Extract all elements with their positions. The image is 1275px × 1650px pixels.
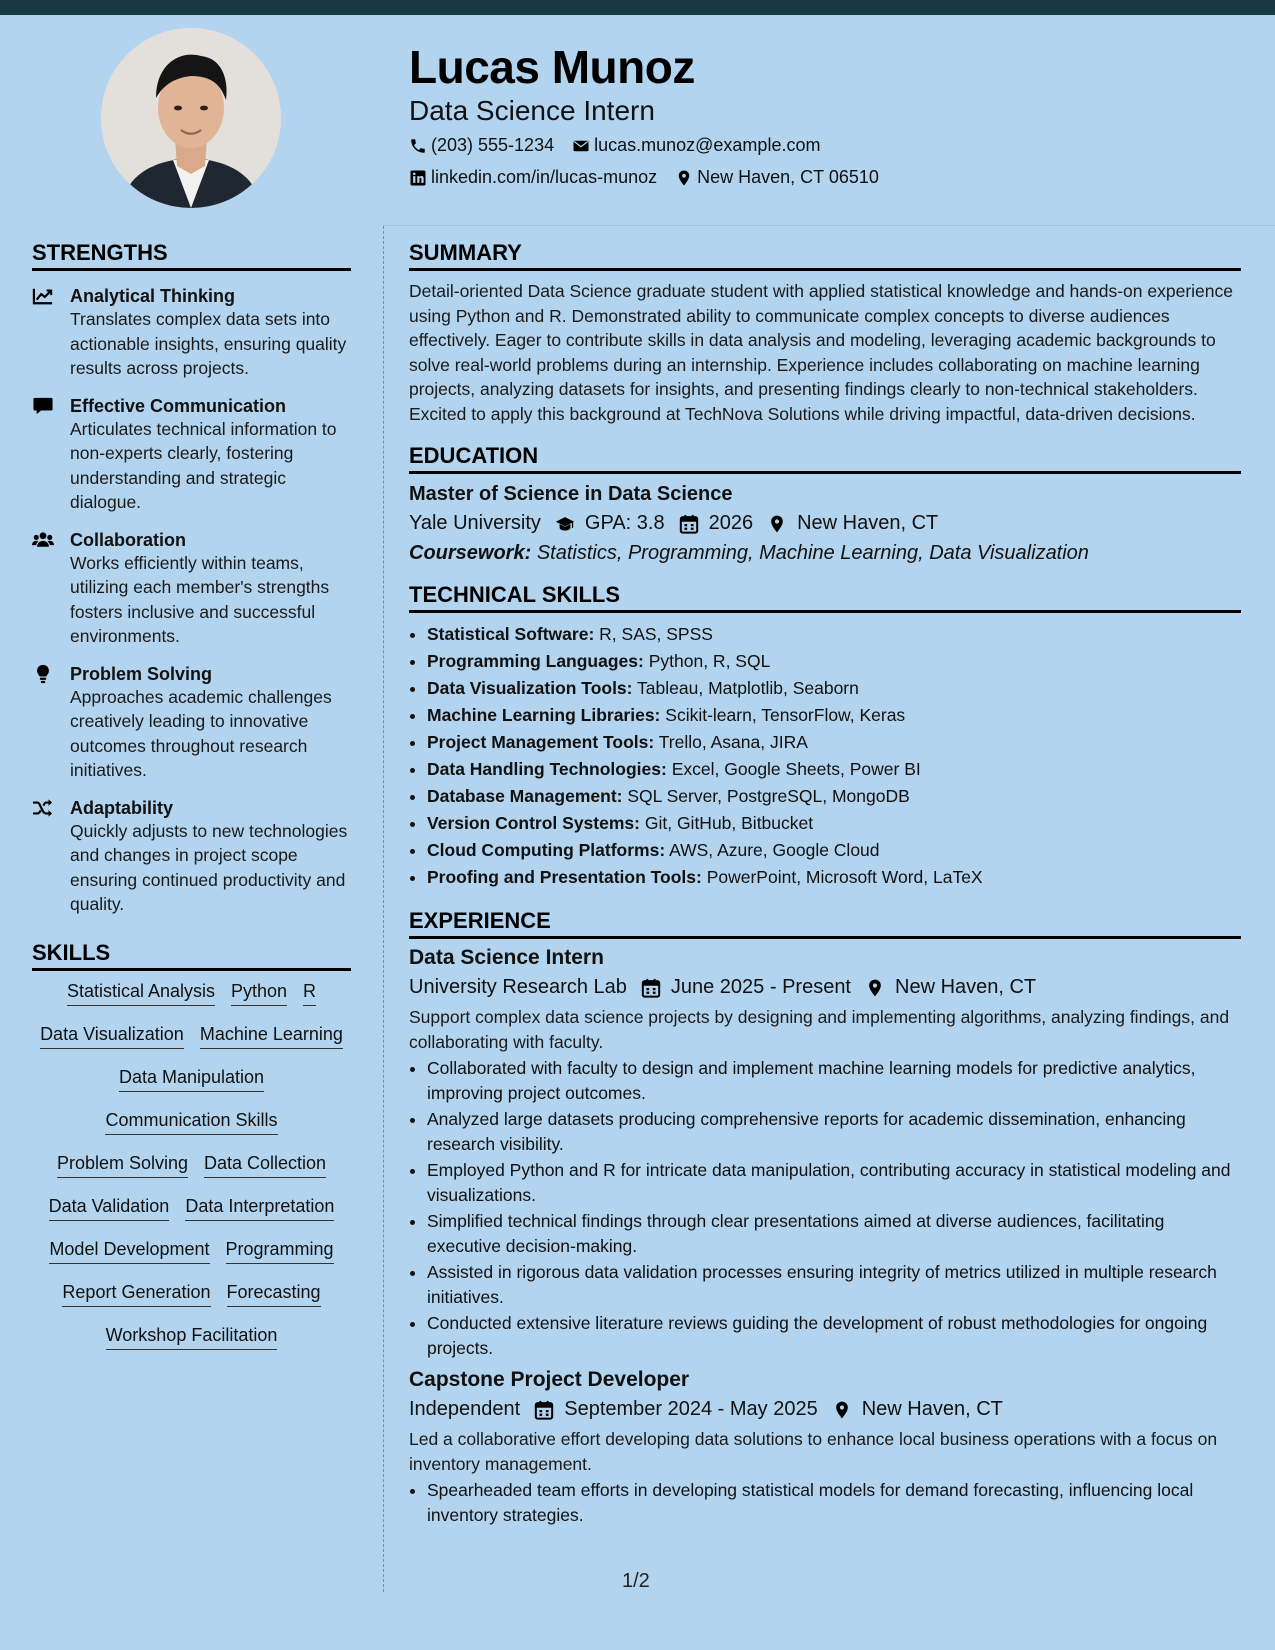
skill-tag: Report Generation xyxy=(62,1280,210,1307)
shuffle-icon xyxy=(32,797,54,819)
skill-tag: Communication Skills xyxy=(105,1108,277,1135)
strength-item xyxy=(32,395,351,515)
strength-item xyxy=(32,285,351,381)
tech-skill-value: Tableau, Matplotlib, Seaborn xyxy=(637,678,859,698)
summary-text: Detail-oriented Data Science graduate student with applied statistical knowledge and hands-on experience using Python and R. Demonstrated ability to communicate complex concepts to diverse audiences effectively. Eager to contribute skills in data analysis and modeling, leveraging academic backgrounds to solve real-world problems during an internship. Experience includes collaborating on machine learning projects, analyzing datasets for insights, and presenting findings clearly to non-technical stakeholders. Excited to apply this background at TechNova Solutions while driving impactful, data-driven decisions. xyxy=(409,281,1233,424)
list-item xyxy=(427,702,1241,729)
tech-skill-value: Excel, Google Sheets, Power BI xyxy=(671,759,921,779)
skill-tag: R xyxy=(303,979,316,1006)
tech-skill-value: AWS, Azure, Google Cloud xyxy=(669,840,880,860)
email-text: lucas.munoz@example.com xyxy=(594,135,821,155)
strength-name: Collaboration xyxy=(70,529,186,550)
tech-skill-label: Cloud Computing Platforms: xyxy=(427,840,666,860)
skill-tag: Machine Learning xyxy=(200,1022,343,1049)
strength-name: Effective Communication xyxy=(70,395,287,416)
linkedin-contact[interactable] xyxy=(409,167,657,188)
tech-skill-label: Project Management Tools: xyxy=(427,732,655,752)
job-bullets xyxy=(427,1056,1241,1360)
tech-skill-label: Statistical Software: xyxy=(427,624,595,644)
education-location: New Haven, CT xyxy=(797,512,939,534)
tech-skill-label: Version Control Systems: xyxy=(427,813,640,833)
tech-skill-value: PowerPoint, Microsoft Word, LaTeX xyxy=(706,867,983,887)
page-number: 1/2 xyxy=(622,1570,650,1592)
job-meta xyxy=(409,976,1241,999)
strength-item xyxy=(32,529,351,649)
skill-tag: Problem Solving xyxy=(57,1151,188,1178)
coursework-list: Statistics, Programming, Machine Learning, Data Visualization xyxy=(536,542,1089,564)
calendar-icon xyxy=(534,1400,554,1420)
skill-tag: Data Interpretation xyxy=(185,1194,334,1221)
candidate-name: Lucas Munoz xyxy=(409,41,695,93)
strength-desc: Works efficiently within teams, utilizing each member's strengths fosters inclusive and successful environments. xyxy=(70,552,330,646)
skill-tag: Data Validation xyxy=(49,1194,170,1221)
strength-name: Adaptability xyxy=(70,797,174,818)
list-item: • Simplified technical findings through clear presentations aimed at diverse audiences, facilitating executive decision-making. xyxy=(427,1209,1241,1258)
phone-text: (203) 555-1234 xyxy=(431,135,555,155)
job-dates: September 2024 - May 2025 xyxy=(564,1398,818,1420)
skill-tag: Data Collection xyxy=(204,1151,326,1178)
map-marker-icon xyxy=(865,978,885,998)
lightbulb-icon xyxy=(32,663,54,685)
graduation-cap-icon xyxy=(555,514,575,534)
list-item xyxy=(427,783,1241,810)
list-item xyxy=(427,621,1241,648)
location-text: New Haven, CT 06510 xyxy=(697,167,879,187)
header-divider xyxy=(383,225,1275,226)
top-bar xyxy=(0,0,1275,15)
technical-skills-list xyxy=(427,621,1241,891)
candidate-title: Data Science Intern xyxy=(409,95,655,126)
map-marker-icon xyxy=(675,169,693,187)
school-name: Yale University xyxy=(409,512,541,534)
tech-skill-value: R, SAS, SPSS xyxy=(599,624,713,644)
degree-name: Master of Science in Data Science xyxy=(409,483,733,505)
list-item xyxy=(427,837,1241,864)
graduation-year: 2026 xyxy=(708,512,754,534)
map-marker-icon xyxy=(767,514,787,534)
job-description: Led a collaborative effort developing data solutions to enhance local business operations with a focus on inventory management. xyxy=(409,1429,1218,1474)
education-meta xyxy=(409,512,1241,535)
strengths-heading: STRENGTHS xyxy=(32,240,351,271)
job-role: Capstone Project Developer xyxy=(409,1368,690,1391)
job-role: Data Science Intern xyxy=(409,946,604,969)
users-icon xyxy=(32,529,54,551)
phone-contact[interactable] xyxy=(409,135,554,156)
strength-desc: Approaches academic challenges creatively leading to innovative outcomes throughout research initiatives. xyxy=(70,686,332,780)
summary-heading: SUMMARY xyxy=(409,240,1241,271)
tech-skill-label: Data Handling Technologies: xyxy=(427,759,667,779)
skill-tag: Forecasting xyxy=(227,1280,321,1307)
list-item: • Employed Python and R for intricate data manipulation, contributing accuracy in statistical modeling and visualizations. xyxy=(427,1158,1241,1207)
email-contact[interactable] xyxy=(572,135,820,156)
list-item: • Collaborated with faculty to design and implement machine learning models for predictive analytics, improving project outcomes. xyxy=(427,1056,1241,1105)
tech-skill-value: SQL Server, PostgreSQL, MongoDB xyxy=(627,786,910,806)
list-item xyxy=(427,729,1241,756)
tech-skill-label: Data Visualization Tools: xyxy=(427,678,633,698)
job-location: New Haven, CT xyxy=(861,1398,1003,1420)
job-location: New Haven, CT xyxy=(895,976,1037,998)
gpa-text: GPA: 3.8 xyxy=(584,512,665,534)
list-item xyxy=(427,648,1241,675)
skill-tag: Data Manipulation xyxy=(119,1065,264,1092)
skill-tags xyxy=(32,979,351,1350)
profile-photo xyxy=(101,28,281,208)
comment-icon xyxy=(32,395,54,417)
tech-skill-label: Proofing and Presentation Tools: xyxy=(427,867,702,887)
phone-icon xyxy=(409,137,427,155)
job-org: Independent xyxy=(409,1398,521,1420)
profile-photo-image xyxy=(101,28,281,208)
list-item xyxy=(427,675,1241,702)
job-bullets xyxy=(427,1478,1241,1527)
strength-name: Analytical Thinking xyxy=(70,286,236,306)
list-item: • Analyzed large datasets producing comprehensive reports for academic dissemination, enhancing research visibility. xyxy=(427,1107,1241,1156)
experience-heading: EXPERIENCE xyxy=(409,908,1241,939)
tech-skill-label: Database Management: xyxy=(427,786,623,806)
linkedin-text: linkedin.com/in/lucas-munoz xyxy=(431,167,658,187)
column-divider xyxy=(383,226,384,1592)
linkedin-icon xyxy=(409,169,427,187)
skill-tag: Model Development xyxy=(49,1237,209,1264)
contact-row-2 xyxy=(409,167,897,188)
list-item xyxy=(427,810,1241,837)
chart-line-icon xyxy=(32,285,54,307)
right-column xyxy=(409,240,1241,1529)
contact-row-1 xyxy=(409,135,838,156)
list-item: • Conducted extensive literature reviews guiding the development of robust methodologies for ongoing projects. xyxy=(427,1311,1241,1360)
job-org: University Research Lab xyxy=(409,976,627,998)
tech-skill-label: Machine Learning Libraries: xyxy=(427,705,661,725)
location-contact xyxy=(675,167,879,188)
strength-item xyxy=(32,663,351,783)
calendar-icon xyxy=(641,978,661,998)
strength-desc: Articulates technical information to non-experts clearly, fostering understanding and strategic dialogue. xyxy=(70,418,337,512)
skill-tag: Programming xyxy=(226,1237,334,1264)
list-item: • Spearheaded team efforts in developing statistical models for demand forecasting, influencing local inventory strategies. xyxy=(427,1478,1241,1527)
strength-desc: Quickly adjusts to new technologies and changes in project scope ensuring continued productivity and quality. xyxy=(70,820,348,914)
skill-tag: Workshop Facilitation xyxy=(106,1323,278,1350)
skills-heading: SKILLS xyxy=(32,940,351,971)
job-description: Support complex data science projects by designing and implementing algorithms, analyzing findings, and collaborating with faculty. xyxy=(409,1007,1230,1052)
list-item: • Assisted in rigorous data validation processes ensuring integrity of metrics utilized in multiple research initiatives. xyxy=(427,1260,1241,1309)
tech-skill-value: Python, R, SQL xyxy=(648,651,771,671)
coursework xyxy=(409,542,1241,565)
strength-desc: Translates complex data sets into actionable insights, ensuring quality results across projects. xyxy=(70,309,347,378)
technical-skills-heading: TECHNICAL SKILLS xyxy=(409,582,1241,613)
coursework-label: Coursework: xyxy=(409,542,532,564)
tech-skill-label: Programming Languages: xyxy=(427,651,644,671)
skill-tag: Statistical Analysis xyxy=(67,979,215,1006)
job-dates: June 2025 - Present xyxy=(670,976,851,998)
map-marker-icon xyxy=(832,1400,852,1420)
strength-name: Problem Solving xyxy=(70,663,213,684)
tech-skill-value: Trello, Asana, JIRA xyxy=(658,732,808,752)
list-item xyxy=(427,756,1241,783)
left-column xyxy=(32,240,351,1350)
education-heading: EDUCATION xyxy=(409,443,1241,474)
tech-skill-value: Scikit-learn, TensorFlow, Keras xyxy=(665,705,906,725)
skill-tag: Python xyxy=(231,979,287,1006)
list-item xyxy=(427,864,1241,891)
skill-tag: Data Visualization xyxy=(40,1022,184,1049)
job-meta xyxy=(409,1398,1241,1421)
envelope-icon xyxy=(572,137,590,155)
strength-item xyxy=(32,797,351,917)
tech-skill-value: Git, GitHub, Bitbucket xyxy=(644,813,814,833)
calendar-icon xyxy=(679,514,699,534)
